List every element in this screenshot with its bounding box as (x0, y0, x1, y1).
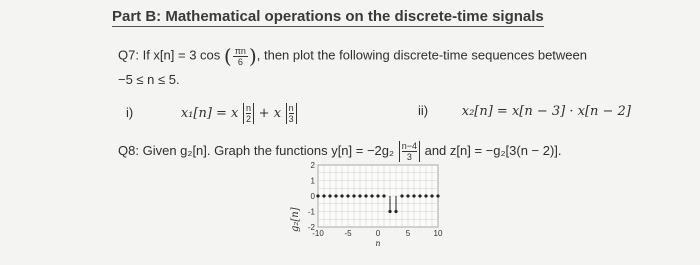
stem-marker (328, 194, 331, 197)
q7-item-2 (418, 103, 631, 119)
x-tick-label: -5 (344, 229, 352, 238)
stem-marker (346, 194, 349, 197)
item2-label: ii) (418, 103, 429, 118)
stem-marker (352, 194, 355, 197)
stem-marker (340, 194, 343, 197)
stem-marker (376, 194, 379, 197)
stem-marker (322, 194, 325, 197)
stem-marker (406, 194, 409, 197)
y-tick-label: 1 (310, 176, 315, 186)
y-axis-label: g₂[n] (290, 207, 301, 232)
stem-marker (358, 194, 361, 197)
q8-line (118, 141, 562, 162)
stem-marker (316, 194, 319, 197)
item1-label: i) (126, 104, 134, 120)
q8-label: Q8: (118, 142, 139, 158)
stem-marker (418, 194, 421, 197)
q8-text-2: and z[n] = −g₂[3(n − 2)]. (424, 142, 562, 158)
y-tick-label: 2 (310, 162, 315, 170)
open-paren: ( (223, 44, 232, 68)
x-tick-label: 0 (375, 229, 381, 238)
stem-marker (400, 194, 403, 197)
q7-line (118, 44, 587, 68)
y-tick-label: -2 (307, 223, 315, 232)
item1-plus: + x (258, 105, 282, 121)
stem-plot (290, 162, 450, 260)
item1-frac-1: $\frac{n}{2}$ (243, 103, 254, 124)
q7-rest: , then plot the following discrete-time sequences between (256, 47, 587, 63)
stem-marker (382, 194, 385, 197)
stem-marker (334, 194, 337, 197)
stem-marker (412, 194, 415, 197)
y-tick-label: 0 (310, 192, 315, 201)
q7-item-1 (126, 103, 298, 124)
y-tick-label: -1 (307, 207, 315, 217)
item2-expr: x₂[n] = x[n − 3] · x[n − 2] (461, 104, 631, 119)
x-tick-label: -10 (312, 229, 324, 238)
stem-marker (394, 210, 397, 213)
close-paren: ) (248, 44, 257, 68)
q7-range: −5 ≤ n ≤ 5. (118, 72, 180, 87)
x-tick-label: 10 (433, 229, 443, 238)
item1-lhs: x₁[n] = x (180, 105, 239, 121)
stem-marker (424, 194, 427, 197)
page-title: Part B: Mathematical operations on the discrete-time signals (112, 8, 544, 25)
stem-marker (436, 194, 439, 197)
q8-fraction: $\frac{n-4}{3}$ (399, 141, 420, 162)
stem-marker (364, 194, 367, 197)
stem-marker (370, 194, 373, 197)
item1-frac-2: $\frac{n}{3}$ (286, 103, 297, 124)
x-axis-label: n (375, 239, 381, 248)
cos-fraction: $\frac{\pi n}{6}$ (234, 45, 246, 67)
q7-label: Q7: (118, 47, 139, 63)
q7-intro: If x[n] = 3 cos (142, 47, 221, 63)
plot-svg (290, 162, 450, 260)
stem-marker (388, 210, 391, 213)
q8-text-1: Given g₂[n]. Graph the functions y[n] = −2g₂ (142, 142, 395, 158)
x-tick-label: 5 (405, 229, 411, 238)
stem-marker (430, 194, 433, 197)
